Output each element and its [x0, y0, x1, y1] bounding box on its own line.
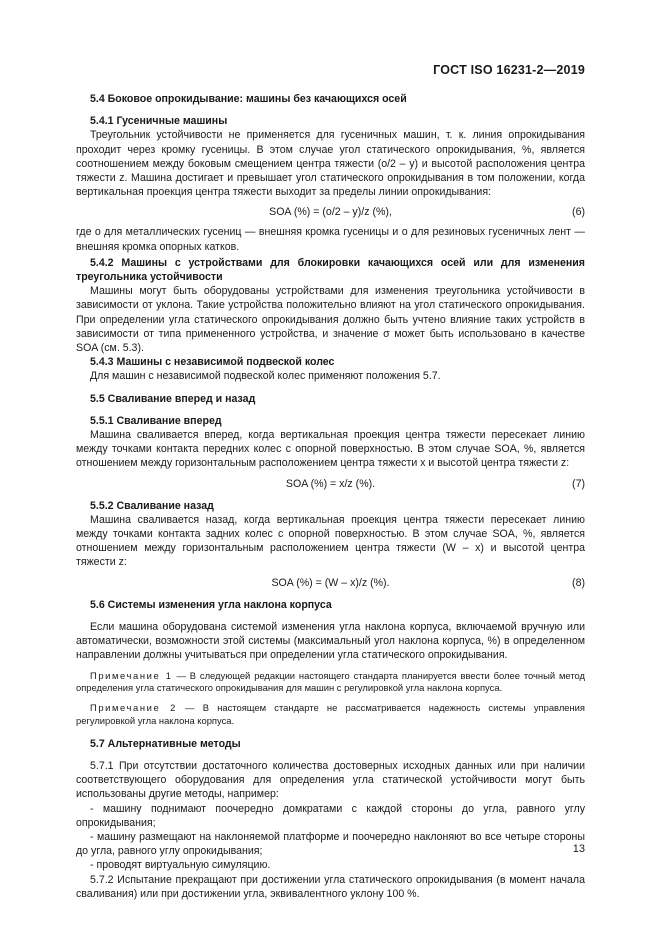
section-5-4-title: 5.4 Боковое опрокидывание: машины без качающихся осей — [90, 93, 407, 105]
equation-6-formula: SOA (%) = (o/2 – y)/z (%), — [269, 206, 392, 219]
note-2-text: — В настоящем стандарте не рассматривается надежность системы управления регулировкой угла наклона корпуса. — [76, 702, 585, 726]
equation-7-number: (7) — [572, 477, 585, 490]
section-5-6-title: 5.6 Системы изменения угла наклона корпуса — [90, 598, 332, 611]
list-item: - машину размещают на наклоняемой платформе и поочередно наклоняют во все четыре стороны до угла, равного углу опрокидывания; — [76, 830, 585, 858]
equation-8 — [76, 576, 585, 592]
section-5-4-3-text: Для машин с независимой подвеской колес применяют положения 5.7. — [90, 370, 441, 383]
section-5-5-1-title: 5.5.1 Сваливание вперед — [90, 414, 222, 427]
section-5-5-1-text: Машина сваливается вперед, когда вертикальная проекция центра тяжести пересекает линию между точками контакта передних колес с опорной поверхностью. В этом случае SOA, %, является отношением между горизонтальным расположением центра тяжести x и высотой центра тяжести z: — [76, 429, 585, 470]
section-5-6-text: Если машина оборудована системой изменения угла наклона корпуса, включаемой вручную или автоматически, возможности этой системы (максимальный угол наклона корпуса, %) в определенном направлении должны учитываться при определении угла статического опрокидывания. — [76, 620, 585, 662]
section-5-4-3-title: 5.4.3 Машины с независимой подвеской колес — [90, 356, 335, 369]
section-5-4-2-text: Машины могут быть оборудованы устройствами для изменения треугольника устойчивости в зависимости от уклона. Такие устройства положительно влияют на угол статического опрокидывания. При определении угла статического опрокидывания должно быть учтено влияние таких устройств в зависимости от типа примененного устройства, и значение σ может быть использовано в качестве SOA (см. 5.3). — [76, 285, 585, 355]
section-5-4-1-title: 5.4.1 Гусеничные машины — [90, 115, 228, 128]
section-5-4-1-text: Треугольник устойчивости не применяется для гусеничных машин, т. к. линия опрокидывания проходит через кромку гусеницы. В этом случае угол статического опрокидывания, %, является соотношением между боковым смещением центра тяжести (o/2 – y) и высотой расположения центра тяжести z. Машина достигает и превышает угол статического опрокидывания в том положении, когда вертикальная проекция центра тяжести выходит за пределы линии опрокидывания: — [76, 129, 585, 199]
equation-6-number: (6) — [572, 206, 585, 219]
note-1 — [76, 670, 585, 696]
note-2-label: Примечание 2 — [90, 702, 177, 714]
note-2 — [76, 702, 585, 728]
section-5-5-2-text: Машина сваливается назад, когда вертикальная проекция центра тяжести пересекает линию между точками контакта задних колес с опорной поверхностью. В этом случае SOA, %, является отношением между горизонтальным расположением центра тяжести (W – x) и высотой центра тяжести z: — [76, 513, 585, 569]
section-5-7-title: 5.7 Альтернативные методы — [90, 737, 241, 750]
equation-7 — [76, 477, 585, 493]
page-number: 13 — [572, 843, 585, 855]
equation-8-number: (8) — [572, 576, 585, 589]
equation-6 — [76, 205, 585, 221]
section-5-7-2-text: 5.7.2 Испытание прекращают при достижении угла статического опрокидывания (в момент начала сваливания) или при достижении угла, эквивалентного уклону 100 %. — [76, 873, 585, 900]
note-1-label: Примечание 1 — [90, 669, 173, 681]
section-5-5-title: 5.5 Сваливание вперед и назад — [90, 392, 256, 405]
section-5-4-2-title: 5.4.2 Машины с устройствами для блокировки качающихся осей или для изменения треугольника устойчивости — [76, 256, 585, 284]
section-5-4-1-after: где o для металлических гусениц — внешняя кромка гусеницы и o для резиновых гусеничных лент — внешняя кромка опорных катков. — [76, 226, 585, 253]
note-1-text: — В следующей редакции настоящего стандарта планируется ввести более точный метод определения угла статического опрокидывания для машин с регулировкой угла наклона корпуса. — [76, 669, 585, 694]
equation-8-formula: SOA (%) = (W – x)/z (%). — [271, 576, 390, 589]
section-5-5-2-title: 5.5.2 Сваливание назад — [90, 499, 214, 512]
list-item: - проводят виртуальную симуляцию. — [90, 859, 271, 872]
page-content — [76, 92, 585, 901]
list-item: - машину поднимают поочередно домкратами с каждой стороны до угла, равного углу опрокидывания; — [76, 802, 585, 829]
section-5-7-1-text: 5.7.1 При отсутствии достаточного количества достоверных исходных данных или при наличии соответствующего оборудования для определения угла статической устойчивости могут быть использованы другие методы, например: — [76, 759, 585, 801]
equation-7-formula: SOA (%) = x/z (%). — [285, 477, 376, 490]
document-header: ГОСТ ISO 16231-2—2019 — [433, 63, 585, 77]
